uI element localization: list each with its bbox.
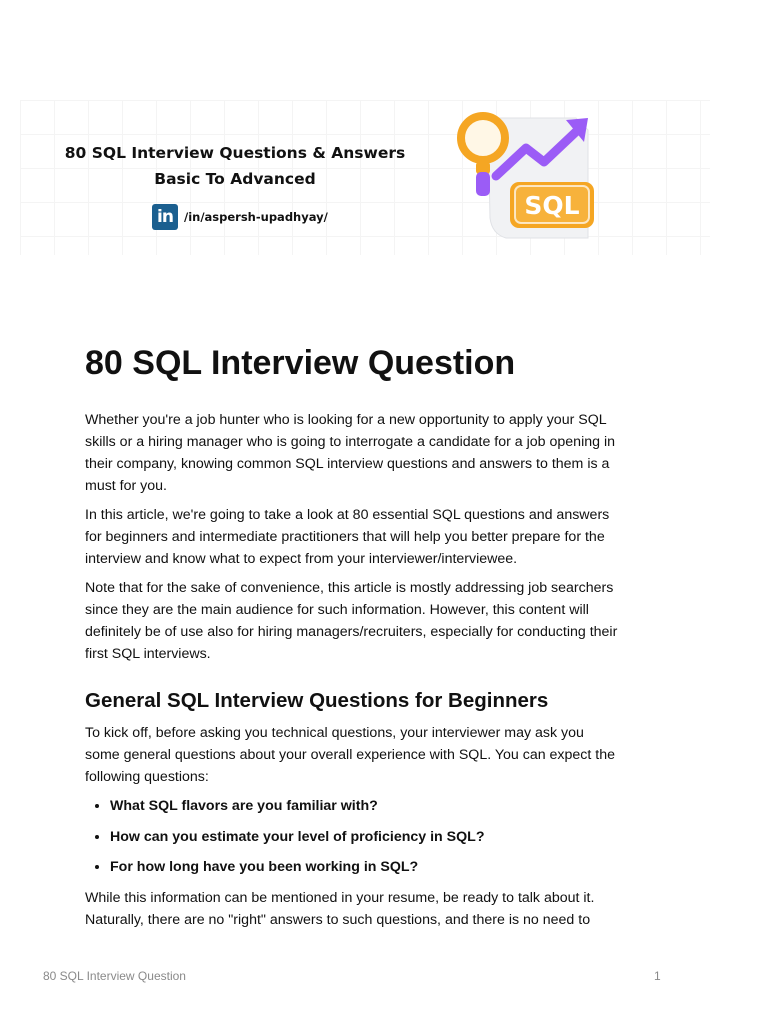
list-item: • What SQL flavors are you familiar with?: [110, 795, 620, 817]
intro-paragraph-3: Note that for the sake of convenience, this article is mostly addressing job searchers since they are the main audience for such information. However, this content will definitely be of use also for hiring managers/recruiters, especially for conducting their first SQL interviews.: [85, 580, 618, 662]
linkedin-link[interactable]: [152, 204, 328, 230]
page-title: 80 SQL Interview Question: [85, 344, 516, 382]
banner-title-line1: 80 SQL Interview Questions & Answers: [64, 144, 406, 162]
closing-paragraph: While this information can be mentioned in your resume, be ready to talk about it. Naturally, there are no "right" answers to such questions, and there is no need to: [85, 889, 595, 928]
section-heading: General SQL Interview Questions for Beginners: [85, 689, 549, 712]
linkedin-icon: in: [152, 204, 178, 230]
document-body: [85, 340, 620, 938]
intro-paragraph-1: Whether you're a job hunter who is looking for a new opportunity to apply your SQL skills or a hiring manager who is going to interrogate a candidate for a job opening in their company, knowing common SQL interview questions and answers to them is a must for you.: [85, 412, 615, 494]
sql-badge-text: SQL: [524, 191, 580, 220]
banner-title-line2: Basic To Advanced: [154, 170, 316, 188]
list-item: • For how long have you been working in SQL?: [110, 856, 620, 878]
magnifier-chart-sql-icon: [448, 106, 598, 246]
linkedin-handle: /in/aspersh-upadhyay/: [184, 210, 328, 224]
footer-document-name: 80 SQL Interview Question: [43, 969, 186, 983]
section-intro-paragraph: To kick off, before asking you technical questions, your interviewer may ask you some general questions about your overall experience with SQL. You can expect the following questions:: [85, 725, 616, 785]
intro-paragraph-2: In this article, we're going to take a look at 80 essential SQL questions and answers for beginners and intermediate practitioners that will help you better prepare for the interview and know what to expect from your interviewer/interviewee.: [85, 507, 610, 567]
header-banner: [20, 100, 710, 255]
banner-title: [60, 140, 410, 192]
question-list: [85, 795, 620, 878]
list-item: • How can you estimate your level of proficiency in SQL?: [110, 826, 620, 848]
footer-page-number: 1: [654, 969, 661, 983]
